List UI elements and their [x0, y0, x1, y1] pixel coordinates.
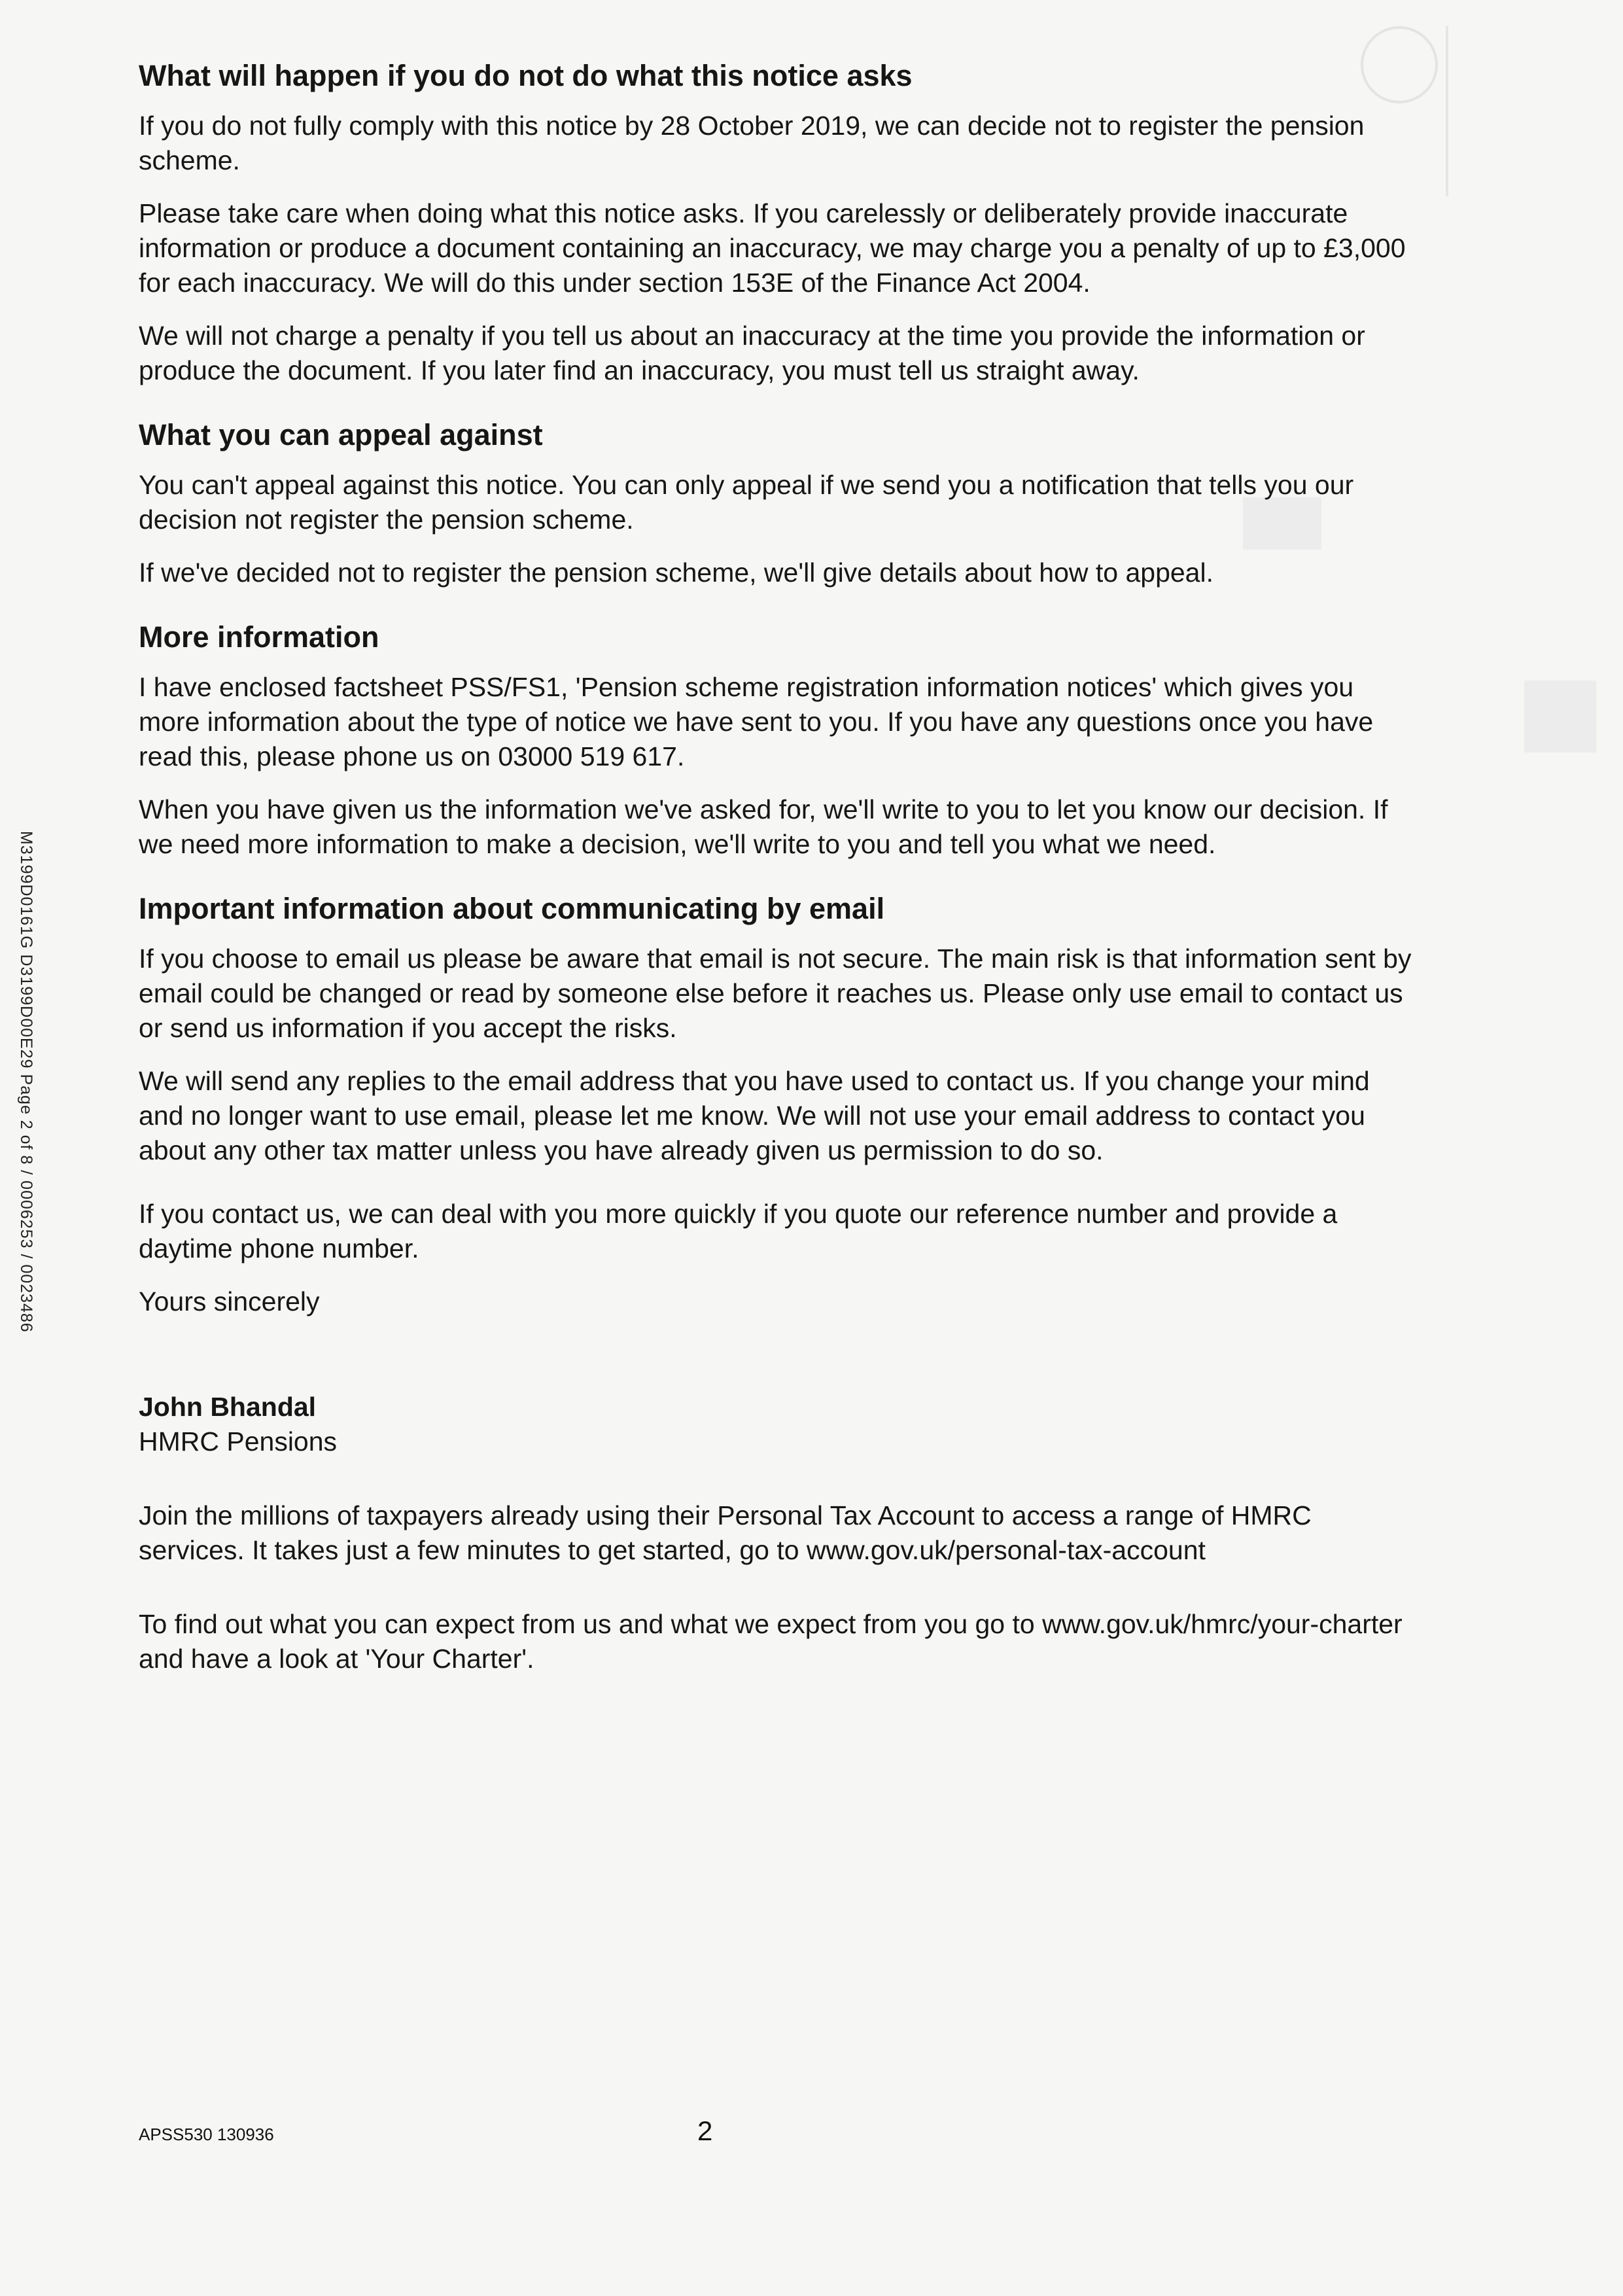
side-reference-text: M3199D0161G D3199D00E29 Page 2 of 8 / 0006253 / 0023486	[17, 831, 35, 1333]
paragraph: If we've decided not to register the pension scheme, we'll give details about how to appeal.	[139, 557, 1213, 588]
contact-note: If you contact us, we can deal with you more quickly if you quote our reference number and provide a daytime phone number.	[139, 1199, 1338, 1263]
section-noncompliance	[139, 58, 1414, 388]
paragraph: You can't appeal against this notice. You can only appeal if we send you a notification that tells you our decision not register the pension scheme.	[139, 470, 1354, 535]
section-heading: More information	[139, 620, 379, 654]
section-more-information	[139, 619, 1414, 862]
show-through-divider	[1446, 26, 1448, 196]
charter-note: To find out what you can expect from us and what we expect from you go to www.gov.uk/hmrc/your-charter and have a look at 'Your Charter'.	[139, 1609, 1403, 1674]
section-email	[139, 891, 1414, 1168]
paragraph: If you choose to email us please be aware that email is not secure. The main risk is that information sent by email could be changed or read by someone else before it reaches us. Please only use email to contact us or send us information if you accept the risks.	[139, 944, 1412, 1043]
personal-tax-note: Join the millions of taxpayers already using their Personal Tax Account to access a range of HMRC services. It takes just a few minutes to get started, go to www.gov.uk/personal-tax-account	[139, 1500, 1312, 1565]
page-number: 2	[697, 2115, 713, 2146]
section-heading: Important information about communicating by email	[139, 892, 885, 925]
paragraph: When you have given us the information we've asked for, we'll write to you to let you know our decision. If we need more information to make a decision, we'll write to you and tell you what we need.	[139, 794, 1388, 859]
paragraph: Please take care when doing what this notice asks. If you carelessly or deliberately provide inaccurate information or produce a document containing an inaccuracy, we may charge you a penalty of up to £3,000 for each inaccuracy. We will do this under section 153E of the Finance Act 2004.	[139, 198, 1406, 298]
paragraph: We will not charge a penalty if you tell us about an inaccuracy at the time you provide the information or produce the document. If you later find an inaccuracy, you must tell us straight away.	[139, 321, 1365, 385]
section-heading: What will happen if you do not do what this notice asks	[139, 59, 913, 92]
show-through-barcode-mark	[1524, 680, 1596, 752]
sign-off: Yours sincerely	[139, 1286, 320, 1316]
signatory-name: John Bhandal	[139, 1392, 317, 1422]
section-heading: What you can appeal against	[139, 418, 543, 451]
form-code: APSS530 130936	[139, 2125, 274, 2144]
section-appeal	[139, 417, 1414, 590]
side-reference-strip	[5, 831, 44, 1420]
paragraph: We will send any replies to the email address that you have used to contact us. If you change your mind and no longer want to use email, please let me know. We will not use your email address to contact you about any other tax matter unless you have already given us permission to do so.	[139, 1066, 1370, 1165]
letter-body	[139, 58, 1414, 1695]
paragraph: I have enclosed factsheet PSS/FS1, 'Pension scheme registration information notices' which gives you more information about the type of notice we have sent to you. If you have any questions once you have read this, please phone us on 03000 519 617.	[139, 672, 1374, 771]
paragraph: If you do not fully comply with this notice by 28 October 2019, we can decide not to register the pension scheme.	[139, 111, 1365, 175]
signatory-department: HMRC Pensions	[139, 1426, 338, 1457]
